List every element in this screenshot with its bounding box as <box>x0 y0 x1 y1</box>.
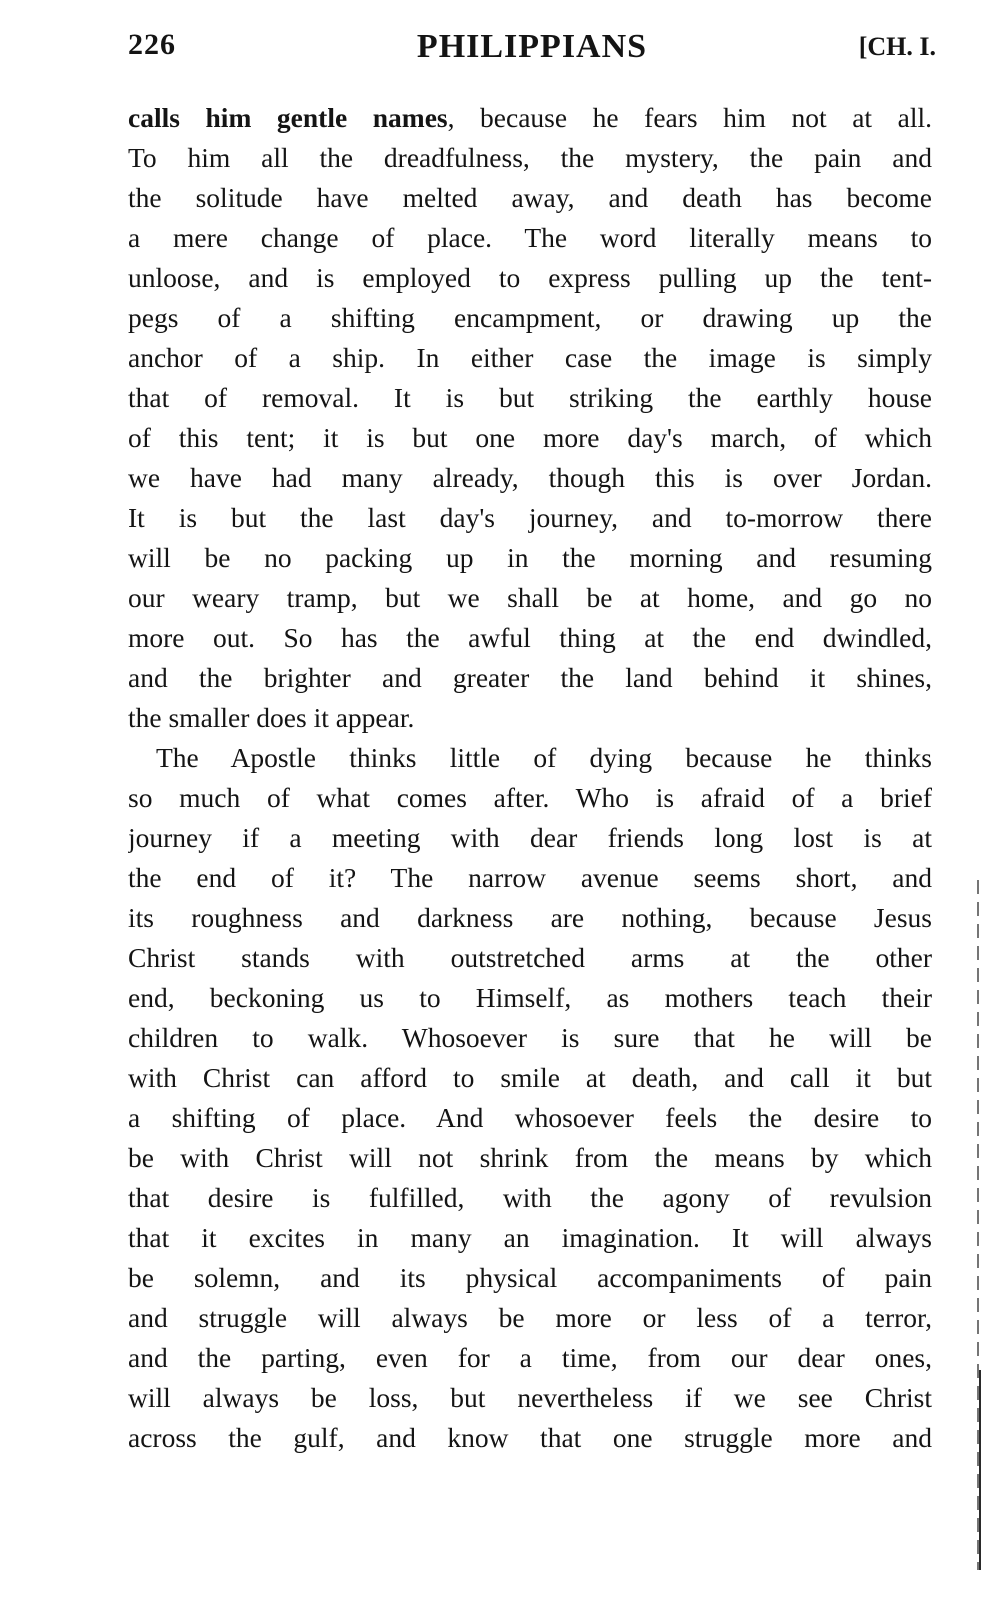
text-line: and the parting, even for a time, from our dear ones, <box>128 1342 932 1373</box>
paragraph-2 <box>128 738 932 1458</box>
text-line: across the gulf, and know that one struggle more and <box>128 1422 932 1453</box>
text-line: a shifting of place. And whosoever feels the desire to <box>128 1102 932 1133</box>
text-line: our weary tramp, but we shall be at home, and go no <box>128 582 932 613</box>
text-line: that desire is fulfilled, with the agony of revulsion <box>128 1182 932 1213</box>
text-line: be with Christ will not shrink from the means by which <box>128 1142 932 1173</box>
text-line: a mere change of place. The word literally means to <box>128 222 932 253</box>
text-line: It is but the last day's journey, and to-morrow there <box>128 502 932 533</box>
bold-phrase: calls him gentle names <box>128 102 448 133</box>
text-line: unloose, and is employed to express pulling up the tent- <box>128 262 932 293</box>
text-line: and struggle will always be more or less of a terror, <box>128 1302 932 1333</box>
text-run: , because he fears him not at all. <box>447 102 932 133</box>
text-line: The Apostle thinks little of dying because he thinks <box>156 742 932 773</box>
page-number: 226 <box>128 28 176 61</box>
text-line: pegs of a shifting encampment, or drawing up the <box>128 302 932 333</box>
text-line: of this tent; it is but one more day's march, of which <box>128 422 932 453</box>
text-line: children to walk. Whosoever is sure that he will be <box>128 1022 932 1053</box>
text-line: that it excites in many an imagination. It will always <box>128 1222 932 1253</box>
text-line: more out. So has the awful thing at the end dwindled, <box>128 622 932 653</box>
paragraph-1 <box>128 98 932 738</box>
text-line: its roughness and darkness are nothing, because Jesus <box>128 902 932 933</box>
text-line: Christ stands with outstretched arms at the other <box>128 942 932 973</box>
text-line: so much of what comes after. Who is afraid of a brief <box>128 782 932 813</box>
text-line <box>128 98 932 138</box>
text-line: that of removal. It is but striking the earthly house <box>128 382 932 413</box>
text-line: will always be loss, but nevertheless if we see Christ <box>128 1382 932 1413</box>
text-line: end, beckoning us to Himself, as mothers teach their <box>128 982 932 1013</box>
text-line: be solemn, and its physical accompaniments of pain <box>128 1262 932 1293</box>
text-line: we have had many already, though this is over Jordan. <box>128 462 932 493</box>
scan-margin-line <box>979 1370 981 1570</box>
text-line: anchor of a ship. In either case the image is simply <box>128 342 932 373</box>
text-line: the end of it? The narrow avenue seems short, and <box>128 862 932 893</box>
text-line: journey if a meeting with dear friends long lost is at <box>128 822 932 853</box>
page-header <box>128 28 936 72</box>
text-line: the solitude have melted away, and death has become <box>128 182 932 213</box>
text-line: the smaller does it appear. <box>128 702 415 733</box>
body-text <box>128 98 932 1458</box>
text-line: and the brighter and greater the land behind it shines, <box>128 662 932 693</box>
text-line: with Christ can afford to smile at death, and call it but <box>128 1062 932 1093</box>
text-line: will be no packing up in the morning and resuming <box>128 542 932 573</box>
text-line: To him all the dreadfulness, the mystery, the pain and <box>128 142 932 173</box>
running-title: PHILIPPIANS <box>416 28 648 65</box>
chapter-reference: [CH. I. <box>858 32 936 61</box>
